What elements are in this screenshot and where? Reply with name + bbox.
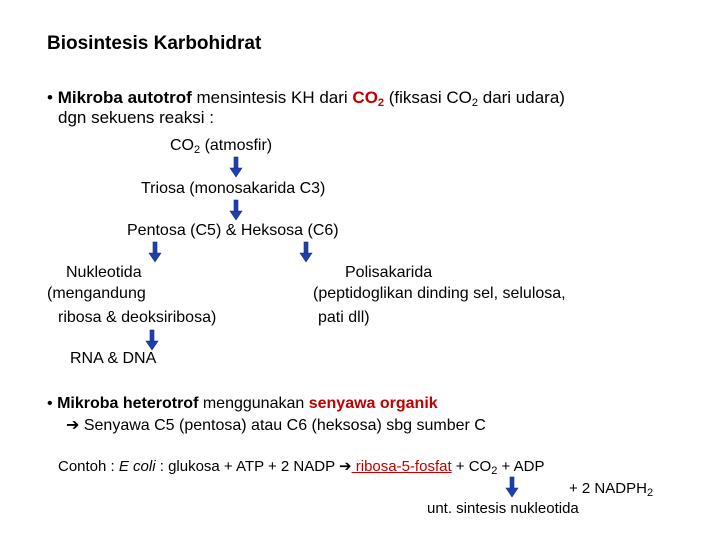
polisakarida-line-2: (peptidoglikan dinding sel, selulosa, <box>313 285 566 302</box>
arrow-pentosa-nukleotida <box>149 242 161 262</box>
nukleotida-line-3: ribosa & deoksiribosa) <box>58 309 217 326</box>
polisakarida-line-1: Polisakarida <box>345 264 433 281</box>
heterotrof-line-2: ➔ Senyawa C5 (pentosa) atau C6 (heksosa) sbg sumber C <box>66 417 486 434</box>
arrow-nukleotida-rna <box>146 330 158 350</box>
bullet: • <box>47 88 53 107</box>
step-pentosa: Pentosa (C5) & Heksosa (C6) <box>127 222 339 239</box>
autotrof-line-1: • Mikroba autotrof mensintesis KH dari $CO_2$ (fiksasi $CO_2$ dari udara) <box>47 88 565 109</box>
nukleotida-line-1: Nukleotida <box>66 264 142 281</box>
ribosa-5-fosfat: ribosa-5-fosfat <box>351 458 452 475</box>
senyawa-organik: senyawa organik <box>308 395 438 412</box>
rna-dna: RNA & DNA <box>70 350 157 367</box>
co2-highlight: $CO_2$ <box>352 88 385 109</box>
step-co2: $CO_2$ (atmosfir) <box>170 137 273 156</box>
contoh-line-2: + 2 $NADPH_2$ <box>569 480 654 499</box>
right-arrow-icon: ➔ <box>66 417 80 434</box>
contoh-line-1: Contoh : E coli : glukosa + ATP + 2 NADP ➔ ribosa-5-fosfat + $CO_2$ + ADP <box>58 458 545 477</box>
polisakarida-line-3: pati dll) <box>318 309 370 326</box>
heterotrof-lead: Mikroba heterotrof <box>57 395 199 412</box>
page-title: Biosintesis Karbohidrat <box>47 33 262 54</box>
ecoli: E coli <box>118 458 156 475</box>
nukleotida-line-2: (mengandung <box>47 285 146 302</box>
right-arrow-icon: ➔ <box>339 458 352 475</box>
contoh-line-3: unt. sintesis nukleotida <box>427 500 579 517</box>
arrow-triosa-pentosa <box>230 200 242 220</box>
arrow-co2-triosa <box>230 157 242 177</box>
step-triosa: Triosa (monosakarida C3) <box>141 180 326 197</box>
arrow-ribosa-sintesis <box>506 477 518 497</box>
heterotrof-line-1: • Mikroba heterotrof menggunakan senyawa organik <box>47 395 438 412</box>
autotrof-line-2: dgn sekuens reaksi : <box>58 108 214 127</box>
arrow-pentosa-polisakarida <box>300 242 312 262</box>
autotrof-lead: Mikroba autotrof <box>57 88 192 107</box>
